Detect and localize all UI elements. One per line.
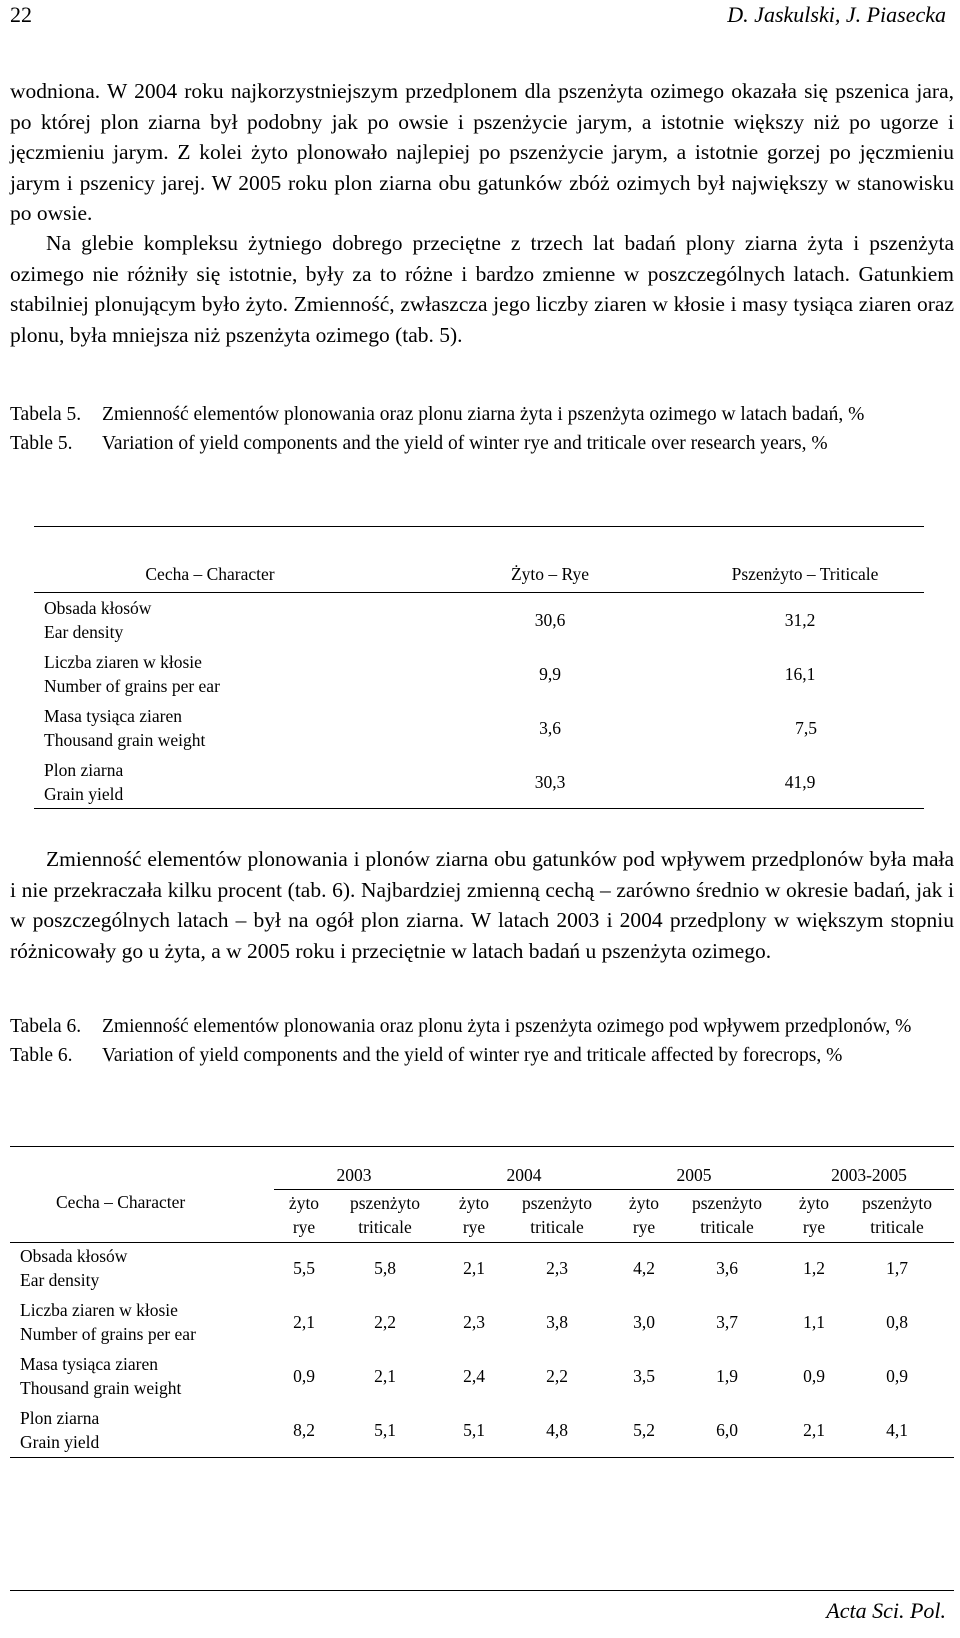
table6-row-label-en: Grain yield [20,1432,100,1452]
table6-row-label-pl: Masa tysiąca ziaren [20,1354,158,1374]
table6-cell: 1,7 [886,1258,908,1278]
table6-subheader-line1: żyto [628,1193,660,1213]
footer-rule [10,1590,954,1591]
table6-header-year: 2005 [676,1165,712,1185]
table6-header-year: 2003-2005 [831,1165,907,1185]
table6-cell: 8,2 [293,1420,315,1440]
table6-cell: 5,5 [293,1258,315,1278]
table6-subheader-line1: pszenżyto [350,1193,420,1213]
table6-header-rule [10,1242,954,1243]
table6-cell: 5,1 [463,1420,485,1440]
table5-cell-rye: 30,6 [534,610,566,630]
table6-subheader-line2: triticale [700,1217,754,1237]
table6-row-label-pl: Liczba ziaren w kłosie [20,1300,178,1320]
table5-caption-en: Variation of yield components and the yield of winter rye and triticale over research years, % [102,433,828,454]
table5-cell-triticale: 16,1 [784,664,816,684]
table5-header-character: Cecha – Character [145,564,275,584]
table5-row-label-pl: Plon ziarna [44,760,124,780]
table6-subheader-line2: triticale [530,1217,584,1237]
table6-caption-en-label: Table 6. [10,1045,73,1066]
table6-cell: 5,8 [374,1258,396,1278]
paragraph-1-text: wodniona. W 2004 roku najkorzystniejszym przedplonem dla pszenżyta ozimego okazała się pszenica jara, po której plon ziarna był podobny jak po owsie i pszenżycie jarym, a istotnie większy niż po ugorze i jęczmieniu jarym. Z kolei żyto plonowało najlepiej po pszenżycie jarym, a istotnie gorzej po jęczmieniu jarym i pszenicy jarej. W 2005 roku plon ziarna obu gatunków zbóż ozimych był największy w stanowisku po owsie. [10,79,954,225]
table5-caption-pl: Zmienność elementów plonowania oraz plonu ziarna żyta i pszenżyta ozimego w latach badań, % [102,404,865,425]
table6-row-label-en: Number of grains per ear [20,1324,196,1344]
table5-cell-rye: 3,6 [539,718,561,738]
table5-header-rye: Żyto – Rye [510,564,590,584]
table6-cell: 1,1 [803,1312,825,1332]
table6-subheader-line1: żyto [798,1193,830,1213]
table6-subheader-line2: triticale [870,1217,924,1237]
table5-row-label-en: Number of grains per ear [44,676,220,696]
page-number: 22 [10,2,32,27]
table5-caption-en-label: Table 5. [10,433,73,454]
table6-cell: 1,2 [803,1258,825,1278]
table6-cell: 2,3 [463,1312,485,1332]
table6-caption-en: Variation of yield components and the yield of winter rye and triticale affected by forecrops, % [102,1045,843,1066]
table5-row-label-pl: Masa tysiąca ziaren [44,706,182,726]
table6-subheader-line2: rye [292,1217,316,1237]
table6-caption [10,1012,956,1070]
paragraph-3-text: Zmienność elementów plonowania i plonów ziarna obu gatunków pod wpływem przedplonów była mała i nie przekraczała kilku procent (tab. 6). Najbardziej zmienną cechą – zarówno średnio w okresie badań, jak i w poszczególnych latach – był na ogół plon ziarna. W latach 2003 i 2004 przedplony w większym stopniu różnicowały go u żyta, a w 2005 roku i przeciętnie w latach badań u pszenżyta ozimego. [10,847,954,963]
table6-header-year: 2004 [506,1165,542,1185]
table6-cell: 0,8 [886,1312,908,1332]
table6-caption-pl: Zmienność elementów plonowania oraz plonu żyta i pszenżyta ozimego pod wpływem przedplonów, % [102,1016,912,1037]
table6-cell: 5,2 [633,1420,655,1440]
table5-cell-triticale: 31,2 [784,610,816,630]
table6-cell: 3,6 [716,1258,738,1278]
table6-cell: 5,1 [374,1420,396,1440]
table6-header-character: Cecha – Character [56,1192,186,1212]
table6-cell: 1,9 [716,1366,738,1386]
table6-cell: 4,8 [546,1420,568,1440]
table5-row-label-en: Grain yield [44,784,124,804]
table6-cell: 3,7 [716,1312,738,1332]
table6-cell: 0,9 [293,1366,315,1386]
journal-name: Acta Sci. Pol. [826,1598,946,1623]
table6-cell: 6,0 [716,1420,738,1440]
table5-caption [10,400,956,458]
table6-bottom-rule [10,1457,954,1458]
table6-cell: 4,1 [886,1420,908,1440]
table6-cell: 0,9 [803,1366,825,1386]
table6-row-label-en: Thousand grain weight [20,1378,182,1398]
table6-subheader-line2: rye [462,1217,486,1237]
table6-subheader-line2: rye [632,1217,656,1237]
paragraph-3 [10,844,954,966]
table6-subheader-line1: pszenżyto [692,1193,762,1213]
table6-top-rule [10,1146,954,1147]
running-header-authors: D. Jaskulski, J. Piasecka [727,2,946,27]
table6-row-label-en: Ear density [20,1270,100,1290]
table6-row-label-pl: Obsada kłosów [20,1246,128,1266]
table6-subheader-line2: triticale [358,1217,412,1237]
table6-caption-pl-label: Tabela 6. [10,1016,82,1037]
table5-header-rule [34,592,924,593]
table6-cell: 2,3 [546,1258,568,1278]
table6-cell: 2,1 [803,1420,825,1440]
table5-top-rule [34,526,924,527]
table6-cell: 3,0 [633,1312,655,1332]
table6-cell: 2,1 [463,1258,485,1278]
table6-cell: 2,2 [374,1312,396,1332]
table5-row-label-pl: Obsada kłosów [44,598,152,618]
table5-row-label-pl: Liczba ziaren w kłosie [44,652,202,672]
table5-header-triticale: Pszenżyto – Triticale [731,564,879,584]
table6-cell: 2,1 [374,1366,396,1386]
paragraph-2-text: Na glebie kompleksu żytniego dobrego przeciętne z trzech lat badań plony ziarna żyta i pszenżyta ozimego nie różniły się istotnie, były za to różne i bardzo zmienne w poszczególnych latach. Gatunkiem stabilniej plonującym było żyto. Zmienność, zwłaszcza jego liczby ziaren w kłosie i masy tysiąca ziaren oraz plonu, była mniejsza niż pszenżyta ozimego (tab. 5). [10,231,954,347]
table5-cell-rye: 30,3 [534,772,566,792]
table6-cell: 2,1 [293,1312,315,1332]
table6-row-label-pl: Plon ziarna [20,1408,100,1428]
table5-cell-triticale: 41,9 [784,772,816,792]
table6-subheader-line1: pszenżyto [522,1193,592,1213]
table6-cell: 3,8 [546,1312,568,1332]
table5-row-label-en: Thousand grain weight [44,730,206,750]
table5-cell-triticale: 7,5 [795,718,817,738]
table6-year-rule [274,1189,954,1190]
table5-row-label-en: Ear density [44,622,124,642]
table6-subheader-line1: pszenżyto [862,1193,932,1213]
table5-caption-pl-label: Tabela 5. [10,404,82,425]
table5-bottom-rule [34,808,924,809]
table6-cell: 3,5 [633,1366,655,1386]
table6-subheader-line2: rye [802,1217,826,1237]
table6-header-year: 2003 [336,1165,372,1185]
paragraph-2 [10,228,954,350]
paragraph-1 [10,76,954,229]
table5-cell-rye: 9,9 [539,664,561,684]
table6-subheader-line1: żyto [288,1193,320,1213]
table6-subheader-line1: żyto [458,1193,490,1213]
table6-cell: 4,2 [633,1258,655,1278]
table6-cell: 0,9 [886,1366,908,1386]
table6-cell: 2,4 [463,1366,485,1386]
table6-cell: 2,2 [546,1366,568,1386]
